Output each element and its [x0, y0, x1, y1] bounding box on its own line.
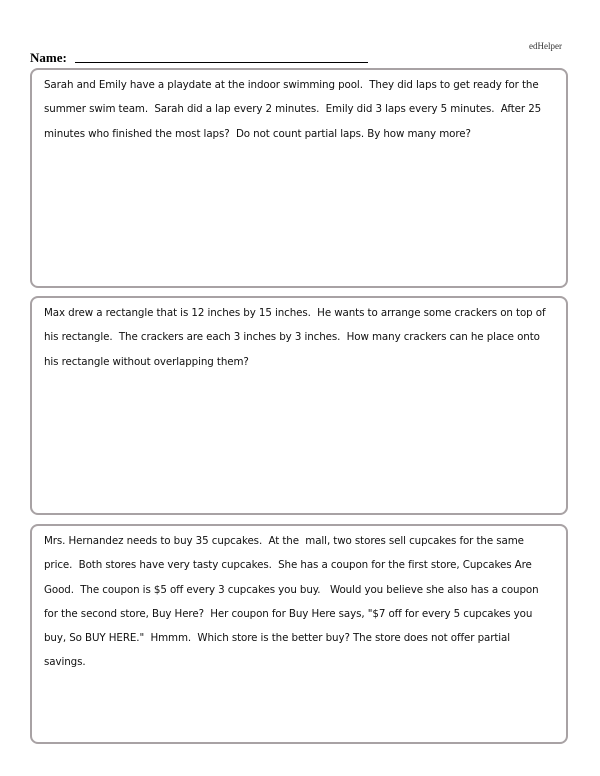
name-field-row: [30, 50, 368, 66]
problem-box-3: [30, 524, 568, 744]
brand-label: edHelper: [529, 41, 562, 51]
problem-text: Mrs. Hernandez needs to buy 35 cupcakes. At the mall, two stores sell cupcakes for the same price. Both stores have very tasty cupcakes. She has a coupon for the first store, Cupcakes Are Good. The coupon is $5 off every 3 cupcakes you buy. Would you believe she also has a coupon for the second store, Buy Here? Her coupon for Buy Here says, "$7 off for every 5 cupcakes you buy, So BUY HERE." Hmmm. Which store is the better buy? The store does not offer partial savings.: [44, 535, 542, 669]
problem-text: Sarah and Emily have a playdate at the indoor swimming pool. They did laps to get ready for the summer swim team. Sarah did a lap every 2 minutes. Emily did 3 laps every 5 minutes. After 25 minutes who finished the most laps? Do not count partial laps. By how many more?: [44, 79, 545, 140]
problem-text: Max drew a rectangle that is 12 inches by 15 inches. He wants to arrange some crackers on top of his rectangle. The crackers are each 3 inches by 3 inches. How many crackers can he place onto his rectangle without overlapping them?: [44, 307, 549, 368]
problem-box-2: [30, 296, 568, 515]
name-label: Name:: [30, 50, 67, 65]
problem-box-1: [30, 68, 568, 288]
name-blank-line[interactable]: [75, 61, 368, 63]
